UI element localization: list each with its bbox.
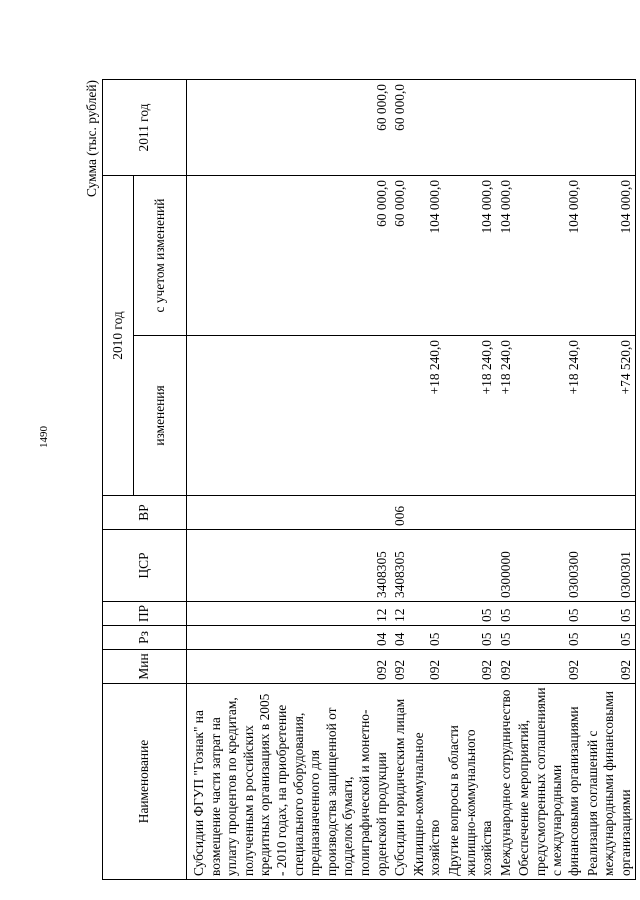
cell-pr: 12 xyxy=(187,602,392,626)
table-row xyxy=(187,79,392,879)
header-year-2011: 2011 год xyxy=(103,79,187,175)
cell-rz: 05 xyxy=(584,626,636,650)
cell-csr: 3408305 xyxy=(391,530,410,602)
cell-changes: +18 240,0 xyxy=(445,336,497,496)
cell-changes: +74 520,0 xyxy=(584,336,636,496)
header-year-2010: 2010 год xyxy=(103,175,134,495)
table-body xyxy=(187,79,636,879)
cell-changes xyxy=(391,336,410,496)
cell-name: Субсидии юридическим лицам xyxy=(391,684,410,880)
header-min: Мин xyxy=(103,650,187,684)
cell-vr: 006 xyxy=(391,496,410,530)
cell-csr xyxy=(445,530,497,602)
cell-vr xyxy=(515,496,583,530)
cell-with-changes: 104 000,0 xyxy=(497,175,516,335)
units-label: Сумма (тыс. рублей) xyxy=(84,80,99,197)
table-row xyxy=(391,79,410,879)
cell-pr: 05 xyxy=(584,602,636,626)
cell-rz: 05 xyxy=(410,626,445,650)
cell-vr xyxy=(445,496,497,530)
cell-pr: 12 xyxy=(391,602,410,626)
header-csr: ЦСР xyxy=(103,530,187,602)
cell-vr xyxy=(497,496,516,530)
cell-pr: 05 xyxy=(515,602,583,626)
cell-with-changes: 104 000,0 xyxy=(515,175,583,335)
cell-name: Обеспечение мероприятий, предусмотренных соглашениями с международными финансовыми организациями xyxy=(515,684,583,880)
cell-csr: 3408305 xyxy=(187,530,392,602)
header-with-changes: с учетом изменений xyxy=(134,175,187,335)
table-row xyxy=(410,79,445,879)
cell-min: 092 xyxy=(445,650,497,684)
cell-min: 092 xyxy=(391,650,410,684)
cell-min: 092 xyxy=(497,650,516,684)
cell-y2011 xyxy=(410,79,445,175)
cell-y2011 xyxy=(445,79,497,175)
header-pr: ПР xyxy=(103,602,187,626)
cell-name: Другие вопросы в области жилищно-коммунального хозяйства xyxy=(445,684,497,880)
cell-name: Реализация соглашений с международными финансовыми организациями xyxy=(584,684,636,880)
cell-pr xyxy=(410,602,445,626)
header-vr: ВР xyxy=(103,496,187,530)
rotated-page xyxy=(82,80,633,880)
cell-changes: +18 240,0 xyxy=(410,336,445,496)
cell-with-changes: 104 000,0 xyxy=(410,175,445,335)
cell-changes: +18 240,0 xyxy=(515,336,583,496)
cell-min: 092 xyxy=(515,650,583,684)
cell-rz: 04 xyxy=(391,626,410,650)
cell-csr: 0300301 xyxy=(584,530,636,602)
cell-min: 092 xyxy=(187,650,392,684)
header-row-1 xyxy=(103,79,134,879)
header-name: Наименование xyxy=(103,684,187,880)
cell-csr: 0300000 xyxy=(497,530,516,602)
cell-pr: 05 xyxy=(497,602,516,626)
cell-with-changes: 104 000,0 xyxy=(445,175,497,335)
cell-vr xyxy=(410,496,445,530)
cell-rz: 04 xyxy=(187,626,392,650)
table-row xyxy=(584,79,636,879)
cell-min: 092 xyxy=(584,650,636,684)
cell-csr: 0300300 xyxy=(515,530,583,602)
cell-rz: 05 xyxy=(515,626,583,650)
cell-vr xyxy=(584,496,636,530)
table-row xyxy=(445,79,497,879)
table-row xyxy=(515,79,583,879)
cell-y2011 xyxy=(584,79,636,175)
cell-rz: 05 xyxy=(497,626,516,650)
cell-name: Жилищно-коммунальное хозяйство xyxy=(410,684,445,880)
cell-with-changes: 60 000,0 xyxy=(187,175,392,335)
budget-table xyxy=(102,79,636,880)
cell-min: 092 xyxy=(410,650,445,684)
page-number: 1490 xyxy=(38,426,50,448)
cell-y2011 xyxy=(515,79,583,175)
table-row xyxy=(497,79,516,879)
cell-csr xyxy=(410,530,445,602)
cell-changes: +18 240,0 xyxy=(497,336,516,496)
cell-with-changes: 60 000,0 xyxy=(391,175,410,335)
cell-y2011: 60 000,0 xyxy=(391,79,410,175)
cell-with-changes: 104 000,0 xyxy=(584,175,636,335)
cell-pr: 05 xyxy=(445,602,497,626)
cell-rz: 05 xyxy=(445,626,497,650)
cell-y2011 xyxy=(497,79,516,175)
header-changes: изменения xyxy=(134,336,187,496)
cell-name: Международное сотрудничество xyxy=(497,684,516,880)
header-rz: Рз xyxy=(103,626,187,650)
cell-changes xyxy=(187,336,392,496)
cell-y2011: 60 000,0 xyxy=(187,79,392,175)
cell-vr xyxy=(187,496,392,530)
cell-name: Субсидии ФГУП "Гознак" на возмещение части затрат на уплату процентов по кредитам, полученным в российских кредитных организациях в 2005 - 2010 годах, на приобретение специального оборудования, предназначенного для производства защищенной от подделок бумаги, полиграфической и монетно-орденской продукции xyxy=(187,684,392,880)
